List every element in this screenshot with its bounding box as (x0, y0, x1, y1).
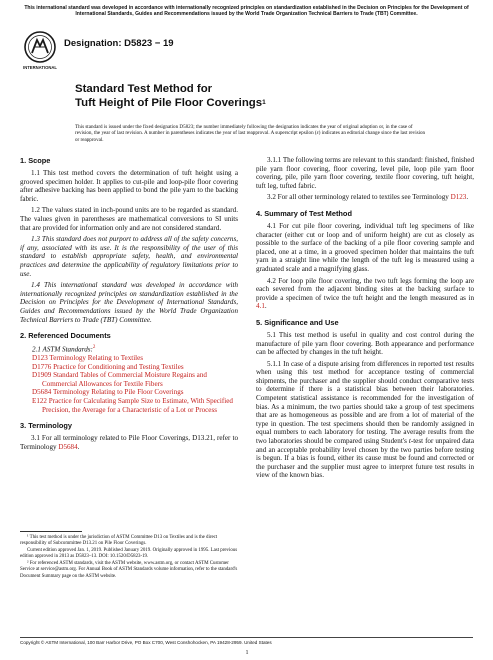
reference-code[interactable]: D1909 (32, 371, 52, 380)
scope-1-1: 1.1 This test method covers the determination of tuft height using a grooved specimen holder. It applies to cut-pile and loop-pile floor covering after adhesive backing has been applied to bond the pile yarn to the backing fabric. (20, 169, 238, 203)
reference-item[interactable] (32, 388, 238, 397)
reference-title[interactable]: Practice for Calculating Sample Size to Estimate, With Specified Precision, the Average for a Characteristic of a Lot or Process (42, 397, 233, 414)
terminology-3-1-text: 3.1 For all terminology related to Pile Floor Coverings, D13.21, refer to Terminology (20, 434, 238, 451)
terminology-3-2 (256, 193, 474, 202)
left-column (20, 156, 238, 458)
bottom-divider (20, 637, 473, 638)
title-footnote-mark: 1 (262, 98, 266, 106)
reference-item[interactable] (32, 354, 238, 363)
tbt-notice: This international standard was developed in accordance with internationally recognized principles on standardization established in the Decision on Principles for the Development of International Standards, Guides and Recommendations issued by the World Trade Organization Technical Barriers to Trade (TBT) Committee. (24, 5, 469, 18)
scope-1-3: 1.3 This standard does not purport to address all of the safety concerns, if any, associated with its use. It is the responsibility of the user of this standard to establish appropriate safety, health, and environmental practices and determine the applicability of regulatory limitations prior to use. (20, 235, 238, 278)
reference-code[interactable]: D1776 (32, 362, 52, 371)
terminology-3-1-end: . (77, 442, 80, 451)
scope-1-4: 1.4 This international standard was developed in accordance with internationally recognized principles on standardization established in the Decision on Principles for the Development of International Standards, Guides and Recommendations issued by the World Trade Organization Technical Barriers to Trade (TBT) Committee. (20, 281, 238, 324)
reference-item[interactable] (32, 363, 238, 372)
svg-text:INTERNATIONAL: INTERNATIONAL (23, 65, 57, 70)
footnote-1: ¹ This test method is under the jurisdiction of ASTM Committee D13 on Textiles and is the direct responsibility of Subcommittee D13.21 on Pile Floor Coverings. (20, 535, 218, 547)
title-text: Tuft Height of Pile Floor Coverings (75, 96, 263, 109)
summary-link-4-1[interactable]: 4.1 (256, 302, 265, 311)
significance-5-1: 5.1 This test method is useful in quality and cost control during the manufacture of pile yarn floor covering. Both appearance and performance can be affected by changes in the tuft height. (256, 330, 474, 357)
terminology-3-2-end: . (466, 193, 469, 202)
significance-heading: 5. Significance and Use (256, 317, 339, 327)
summary-heading: 4. Summary of Test Method (256, 208, 352, 218)
scope-heading: 1. Scope (20, 156, 51, 165)
reference-code[interactable]: E122 (32, 397, 47, 406)
title-line-2 (75, 97, 375, 111)
reference-title[interactable]: Terminology Relating to Pile Floor Coverings (52, 388, 184, 397)
section-referenced-documents (20, 331, 238, 414)
terminology-3-2-text: 3.2 For all other terminology related to textiles see Terminology (267, 193, 451, 202)
footnote-2: ² For referenced ASTM standards, visit the ASTM website, www.astm.org, or contact ASTM Customer Service at service@astm.org. For Annual Book of ASTM Standards volume information, refer to the standard's Document Summary page on the ASTM website. (20, 561, 238, 579)
reference-list (20, 344, 238, 414)
reference-title[interactable]: Terminology Relating to Textiles (49, 354, 144, 363)
terminology-3-1-1: 3.1.1 The following terms are relevant to this standard: finished, finished pile yarn floor covering, floor covering, level pile, loop pile yarn floor covering, pile, pile yarn floor covering, textile floor covering, tuft height, tuft leg, tufted fabric. (256, 156, 474, 190)
section-significance (256, 318, 474, 480)
section-scope (20, 156, 238, 324)
refs-intro-text: 2.1 ASTM Standards: (32, 345, 93, 354)
significance-5-1-1-text: 5.1.1 In case of a dispute arising from differences in reported test results when using this test method for acceptance testing of commercial shipments, the purchaser and the supplier should conduct comparative tests to determine if there is a statistical bias between their laboratories. Competent statistical assistance is recommended for the investigation of bias. As a minimum, the two parties should take a group of test specimens that are as homogeneous as possible and are from a lot of material of the type in question. The test specimens should then be randomly assigned in equal numbers to each laboratory for testing. The average results from the two laboratories should be compared using Student's (256, 359, 474, 446)
title-line-1: Standard Test Method for (75, 83, 213, 95)
section-summary (256, 209, 474, 311)
terminology-3-1 (20, 434, 238, 451)
document-title (75, 83, 375, 111)
summary-4-2 (256, 277, 474, 311)
designation: Designation: D5823 − 19 (64, 38, 174, 49)
issued-note: This standard is issued under the fixed designation D5823; the number immediately following the designation indicates the year of original adoption or, in the case of revision, the year of last revision. A number in parentheses indicates the year of last reapproval. A superscript epsilon (ε) indicates an editorial change since the last revision or reapproval. (75, 124, 426, 143)
reference-code[interactable]: D123 (32, 354, 48, 363)
astm-logo-icon (21, 30, 59, 72)
section-terminology (20, 421, 238, 451)
summary-4-2-text: 4.2 For loop pile floor covering, the two tuft legs forming the loop are each severed from the adjacent binding sites at the backing surface to provide a specimen of twice the tuft height and the length measured as in (256, 276, 474, 302)
refs-intro (32, 344, 238, 354)
reference-item[interactable] (32, 371, 238, 388)
copyright-line: Copyright © ASTM International, 100 Barr Harbor Drive, PO Box C700, West Conshohocken, PA 19428-2959. United States (20, 640, 272, 645)
terminology-heading: 3. Terminology (20, 421, 73, 431)
reference-item[interactable] (32, 397, 238, 414)
summary-4-2-end: . (264, 302, 267, 311)
terminology-link-d5684[interactable]: D5684 (58, 442, 78, 451)
refs-heading: 2. Referenced Documents (20, 331, 111, 341)
reference-title[interactable]: Practice for Conditioning and Testing Textiles (53, 362, 184, 371)
significance-5-1-1 (256, 360, 474, 480)
significance-5-1-1-end: -test for unpaired data and an acceptable probability level chosen by the two parties before testing is begun. If a bias is found, either its cause must be found and corrected or the purchaser and the supplier must agree to interpret future test results in view of the known bias. (256, 437, 474, 480)
refs-intro-mark[interactable]: 2 (92, 345, 96, 351)
reference-title[interactable]: Standard Tables of Commercial Moisture Regains and Commercial Allowances for Textile Fibers (42, 371, 207, 388)
section-terminology-cont (256, 156, 474, 202)
astm-logo (21, 30, 59, 72)
scope-1-2: 1.2 The values stated in inch-pound units are to be regarded as standard. The values given in parentheses are mathematical conversions to SI units that are provided for information only and are not considered standard. (20, 206, 238, 232)
right-column (256, 156, 474, 487)
footnote-1-edition: Current edition approved Jan. 1, 2019. Published January 2019. Originally approved in 1995. Last previous edition approved in 2013 as D5823–13. DOI: 10.1520/D5823-19. (20, 548, 238, 560)
summary-4-1: 4.1 For cut pile floor covering, individual tuft leg specimens of like character (either cut or loop and of uniform height) are cut as closely as possible to the surface of the backing of a pile floor covering sample and placed, one at a time, in a grooved specimen holder that maintains the tuft yarn in a straight line while the length of the tuft leg is measured using a graduated scale and a magnifying glass. (256, 221, 474, 273)
terminology-link-d123[interactable]: D123 (450, 193, 467, 202)
footnote-divider (20, 531, 82, 532)
page-number: 1 (245, 650, 249, 656)
reference-code[interactable]: D5684 (32, 388, 52, 397)
significance-t-italic: t (408, 437, 411, 446)
footnotes (20, 535, 238, 581)
